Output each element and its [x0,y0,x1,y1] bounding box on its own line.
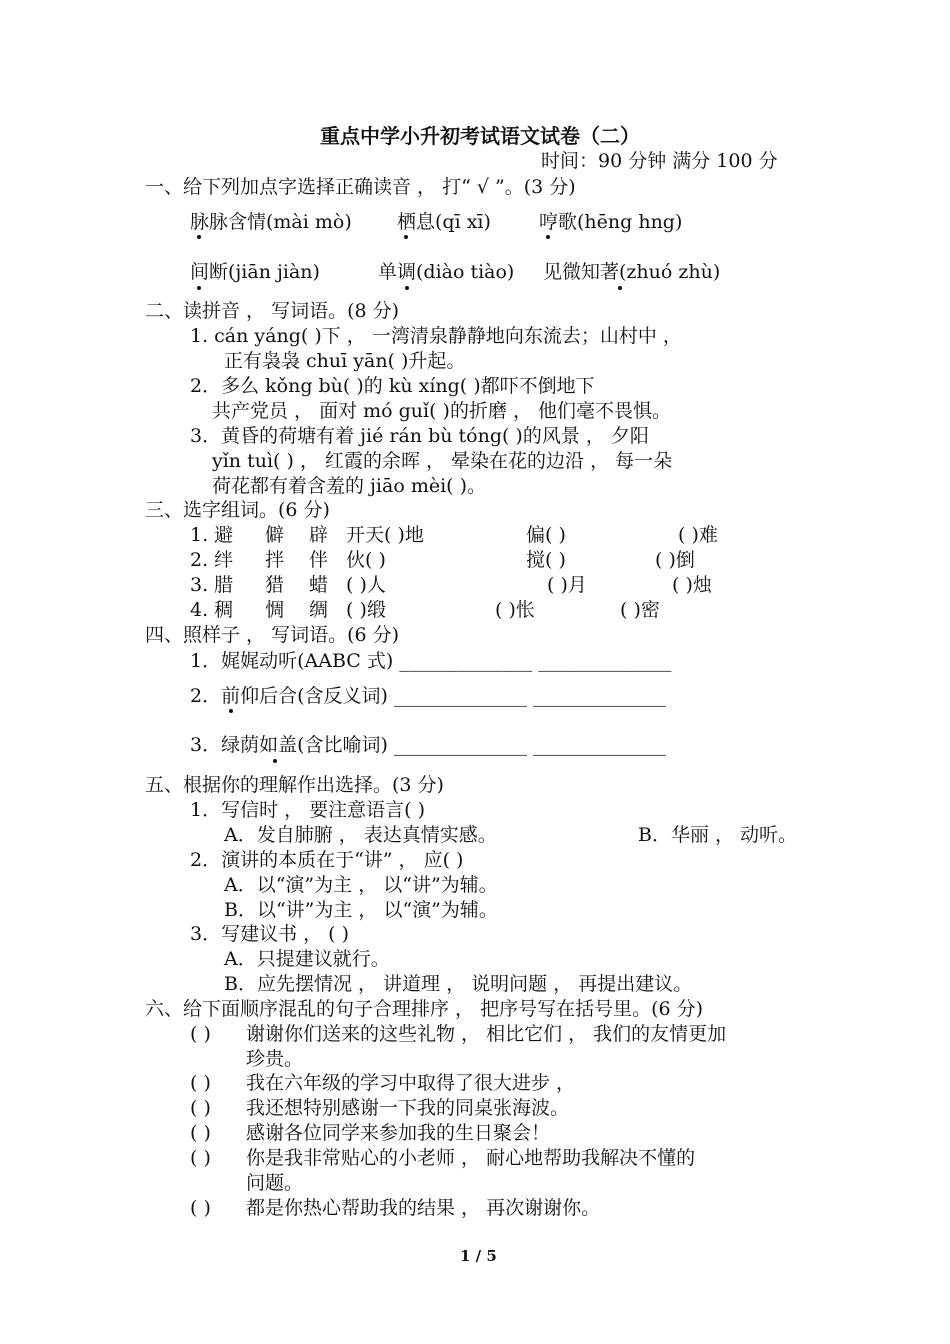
s6-sentence: 我还想特别感谢一下我的同桌张海波。 [246,1097,570,1119]
page-title: 重点中学小升初考试语文试卷（二） [320,124,640,148]
answer-paren: ( ) [190,1023,211,1045]
s1-item-1: 脉脉含情(mài mò) [190,211,352,233]
s2-line: 1. cán yáng( )下 ， 一湾清泉静静地向东流去；山村中 ， [190,325,682,347]
s3-char: 1. 避 [190,524,234,546]
s2-line: yǐn tuì( ) ， 红霞的余晖 ， 晕染在花的边沿 ， 每一朵 [212,450,673,472]
s6-sentence: 我在六年级的学习中取得了很大进步 ， [246,1072,576,1094]
s3-char: 绸 [309,599,329,621]
s5-option: B．以“讲”为主 ， 以“演”为辅。 [224,899,498,921]
section-4-heading: 四、照样子 ， 写词语。(6 分) [145,624,400,646]
s3-blank: 伙( ) [346,549,386,571]
s1-item-4: 间断(jiān jiàn) [190,261,320,283]
section-5-heading: 五、根据你的理解作出选择。(3 分) [145,774,444,796]
s1-item-3: 哼歌(hēng hng) [539,211,683,233]
emphasis-dot [546,235,550,239]
exam-meta: 时间：90 分钟 满分 100 分 [541,150,778,172]
s3-char: 惆 [265,599,285,621]
s2-line: 正有袅袅 chuī yān( )升起。 [224,350,466,372]
s6-sentence: 谢谢你们送来的这些礼物 ， 相比它们 ， 我们的友情更加 [246,1023,727,1045]
s1-item-5: 单调(diào tiào) [378,261,515,283]
section-6-heading: 六、给下面顺序混乱的句子合理排序 ， 把序号写在括号里。(6 分) [145,998,704,1020]
s3-blank: 开天( )地 [346,524,424,546]
answer-paren: ( ) [190,1097,211,1119]
s5-option: B．应先摆情况 ， 讲道理 ， 说明问题 ， 再提出建议。 [224,973,693,995]
s4-item: 2．前仰后合(含反义词) ______________ ______________ [190,685,666,707]
section-1-heading: 一、给下列加点字选择正确读音 ， 打“ √ ”。(3 分) [145,176,576,198]
s3-char: 蜡 [309,574,329,596]
s4-item: 1．娓娓动听(AABC 式) ______________ ______________ [190,650,672,672]
s5-option: B．华丽 ， 动听。 [638,824,798,846]
s3-char: 2. 绊 [190,549,234,571]
emphasis-dot [618,286,622,290]
emphasis-dot [197,235,201,239]
s3-blank: 搅( ) [526,549,566,571]
s3-char: 辟 [309,524,329,546]
s2-line: 2．多么 kǒng bù( )的 kù xíng( )都吓不倒地下 [190,375,595,397]
s3-char: 4. 稠 [190,599,234,621]
emphasis-dot [229,709,233,713]
s3-blank: ( )缎 [346,599,386,621]
s5-question: 1．写信时 ， 要注意语言( ) [190,799,426,821]
s5-option: A．以“演”为主 ， 以“讲”为辅。 [224,874,498,896]
s4-item: 3．绿荫如盖(含比喻词) ______________ ______________ [190,734,666,756]
s3-blank: ( )难 [678,524,718,546]
s3-char: 3. 腊 [190,574,234,596]
s6-sentence: 你是我非常贴心的小老师 ， 耐心地帮助我解决不懂的 [246,1147,696,1169]
s3-blank: ( )人 [346,574,386,596]
s2-line: 3．黄昏的荷塘有着 jié rán bù tóng( )的风景 ， 夕阳 [190,425,649,447]
s6-sentence-cont: 问题。 [246,1172,304,1194]
s6-sentence: 感谢各位同学来参加我的生日聚会！ [246,1122,551,1144]
page-number: 1 / 5 [460,1247,497,1265]
s6-sentence-cont: 珍贵。 [246,1048,304,1070]
s3-blank: ( )烛 [672,574,712,596]
answer-paren: ( ) [190,1122,211,1144]
s3-blank: ( )密 [620,599,660,621]
s3-char: 伴 [309,549,329,571]
s3-blank: ( )怅 [495,599,535,621]
answer-paren: ( ) [190,1197,211,1219]
section-3-heading: 三、选字组词。(6 分) [145,499,330,521]
s3-char: 拌 [265,549,285,571]
section-2-heading: 二、读拼音 ， 写词语。(8 分) [145,300,400,322]
emphasis-dot [405,286,409,290]
s3-char: 僻 [265,524,285,546]
s3-blank: ( )倒 [655,549,695,571]
s5-option: A．发自肺腑 ， 表达真情实感。 [224,824,497,846]
s3-char: 猎 [265,574,285,596]
s3-blank: ( )月 [547,574,587,596]
answer-paren: ( ) [190,1072,211,1094]
emphasis-dot [404,235,408,239]
s6-sentence: 都是你热心帮助我的结果 ， 再次谢谢你。 [246,1197,601,1219]
s3-blank: 偏( ) [526,524,566,546]
answer-paren: ( ) [190,1147,211,1169]
s5-option: A．只提建议就行。 [224,948,390,970]
s5-question: 2．演讲的本质在于“讲” ， 应( ) [190,849,464,871]
emphasis-dot [197,286,201,290]
s2-line: 荷花都有着含羞的 jiāo mèi( )。 [212,475,487,497]
s5-question: 3．写建议书 ， ( ) [190,923,350,945]
s1-item-6: 见微知著(zhuó zhù) [543,261,721,283]
s1-item-2: 栖息(qī xī) [397,211,491,233]
s2-line: 共产党员 ， 面对 mó guǐ( )的折磨 ， 他们毫不畏惧。 [212,400,672,422]
emphasis-dot [273,759,277,763]
